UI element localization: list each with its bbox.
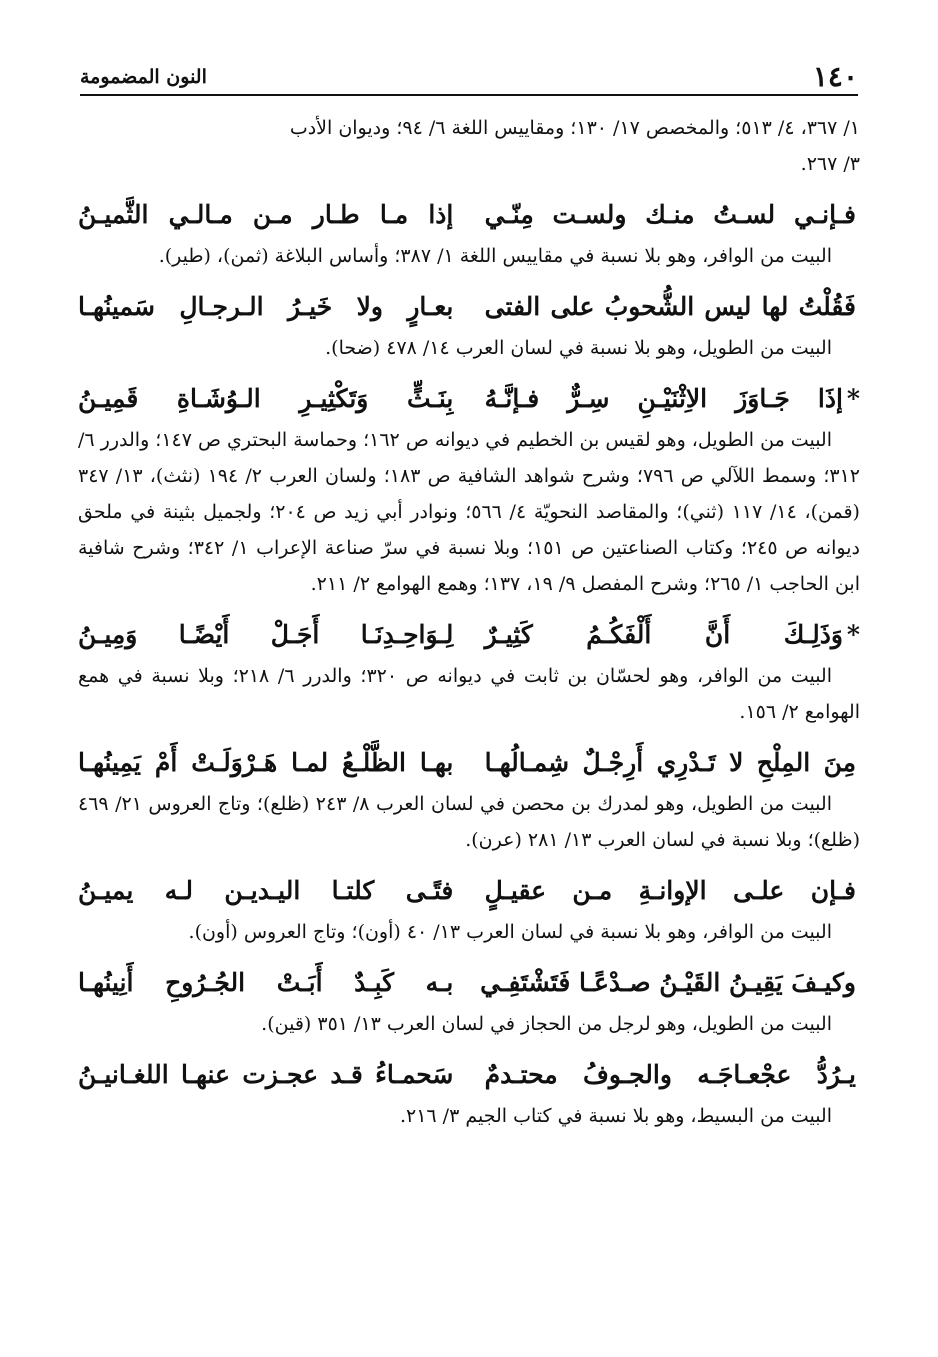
verse-line: [78, 1052, 860, 1098]
verse-note: البيت من الوافر، وهو بلا نسبة في مقاييس اللغة ١/ ٣٨٧؛ وأساس البلاغة (ثمن)، (طير).: [158, 245, 832, 267]
first-hemistich: فَقُلْتُ لها ليس الشُّحوبُ على الفتى: [484, 292, 856, 321]
first-hemistich: *إذَا جَـاوَزَ الاِثْنَيْـنِ سِـرٌّ فـإنَّـهُ: [484, 384, 860, 413]
verse-note: البيت من الطويل، وهو لمدرك بن محصن في لسان العرب ٨/ ٢٤٣ (ظلع)؛ وتاج العروس ٢١/ ٤٦٩ (ظلع)؛ وبلا نسبة في لسان العرب ١٣/ ٢٨١ (عرن).: [78, 793, 860, 851]
verse-line: [78, 960, 860, 1006]
running-title: النون المضمومة: [80, 66, 207, 88]
footnote-line: ٣/ ٢٦٧.: [800, 153, 860, 175]
first-hemistich: *وَذَلِـكَ أَنَّ أَلْفَكُـمُ كَثِيـرٌ: [484, 620, 860, 649]
star-marker: *: [846, 384, 860, 413]
verse-note: البيت من الوافر، وهو بلا نسبة في لسان العرب ١٣/ ٤٠ (أون)؛ وتاج العروس (أون).: [188, 921, 832, 943]
second-hemistich: بِنَـثٍّ وَتَكْثِيـرِ الـوُشَـاةِ قَمِيـنُ: [78, 384, 454, 413]
first-hemistich: فـإنـي لسـتُ منـك ولسـت مِنّـي: [484, 200, 856, 229]
verse-line: [78, 740, 860, 786]
verse-entry: [78, 612, 860, 730]
verse-entry: [78, 740, 860, 858]
first-hemistich: فـإن علـى الإوانـةِ مـن عقيـلٍ: [484, 876, 856, 905]
verse-entry: [78, 868, 860, 950]
verse-note: البيت من الطويل، وهو لقيس بن الخطيم في ديوانه ص ١٦٢؛ وحماسة البحتري ص ١٤٧؛ والدرر ٦/ ٣١٢؛ وسمط اللآلي ص ٧٩٦؛ وشرح شواهد الشافية ص ١٨٣؛ ولسان العرب ٢/ ١٩٤ (نثث)، ١٣/ ٣٤٧ (قمن)، ١٤/ ١١٧ (ثني)؛ والمقاصد النحويّة ٤/ ٥٦٦؛ ونوادر أبي زيد ص ٢٠٤؛ ولجميل بثينة في ملحق ديوانه ص ٢٤٥؛ وكتاب الصناعتين ص ١٥١؛ وبلا نسبة في سرّ صناعة الإعراب ١/ ٣٤٢؛ وشرح شافية ابن الحاجب ١/ ٢٦٥؛ وشرح المفصل ٩/ ١٩، ١٣٧؛ وهمع الهوامع ٢/ ٢١١.: [78, 429, 860, 595]
verse-line: [78, 192, 860, 238]
verse-entry: [78, 376, 860, 602]
continued-footnote: [78, 110, 860, 182]
second-hemistich: بـه كَبِـدٌ أَبَـتْ الجُـرُوحِ أَنِينُهـا: [78, 968, 454, 997]
second-hemistich: لِـوَاحِـدِنَـا أَجَـلْ أَيْضًـا وَمِيـنُ: [78, 620, 454, 649]
verse-line: [78, 868, 860, 914]
page-content: [78, 110, 860, 1144]
first-hemistich: يـرُدُّ عجْعـاجَـه والجـوفُ محتـدمٌ: [484, 1060, 856, 1089]
page-number: ١٤٠: [812, 60, 858, 93]
verse-line: [78, 376, 860, 422]
first-hemistich: وكيـفَ يَقِيـنُ القَيْـنُ صـدْعًـا فَتَشْتَفِـي: [480, 968, 856, 997]
footnote-line: ١/ ٣٦٧، ٤/ ٥١٣؛ والمخصص ١٧/ ١٣٠؛ ومقاييس اللغة ٦/ ٩٤؛ وديوان الأدب: [289, 117, 860, 139]
verse-line: [78, 612, 860, 658]
second-hemistich: بعـارٍ ولا خَيـرُ الـرجـالِ سَمينُهـا: [78, 292, 454, 321]
first-hemistich: مِنَ المِلْحِ لا تَـدْرِي أَرِجْـلٌ شِمـالُهـا: [484, 748, 856, 777]
verse-entry: [78, 284, 860, 366]
second-hemistich: بهـا الظَّلْـعُ لمـا هَـرْوَلَـتْ أَمْ يَمِينُهـا: [78, 748, 454, 777]
second-hemistich: إذا مـا طـار مـن مـالـي الثَّميـنُ: [78, 200, 454, 229]
verse-note: البيت من البسيط، وهو بلا نسبة في كتاب الجيم ٣/ ٢١٦.: [399, 1105, 832, 1127]
page-header: [80, 58, 858, 96]
second-hemistich: سَحمـاءُ قـد عجـزت عنهـا اللغـانيـنُ: [78, 1060, 454, 1089]
star-marker: *: [846, 620, 860, 649]
verse-note: البيت من الطويل، وهو لرجل من الحجاز في لسان العرب ١٣/ ٣٥١ (قين).: [261, 1013, 832, 1035]
verse-note: البيت من الطويل، وهو بلا نسبة في لسان العرب ١٤/ ٤٧٨ (ضحا).: [325, 337, 832, 359]
verse-note: البيت من الوافر، وهو لحسّان بن ثابت في ديوانه ص ٣٢٠؛ والدرر ٦/ ٢١٨؛ وبلا نسبة في همع الهوامع ٢/ ١٥٦.: [78, 665, 860, 723]
verse-entry: [78, 192, 860, 274]
verse-entry: [78, 960, 860, 1042]
verse-entry: [78, 1052, 860, 1134]
verse-line: [78, 284, 860, 330]
second-hemistich: فتًـى كلتـا اليـديـن لـه يميـنُ: [78, 876, 454, 905]
